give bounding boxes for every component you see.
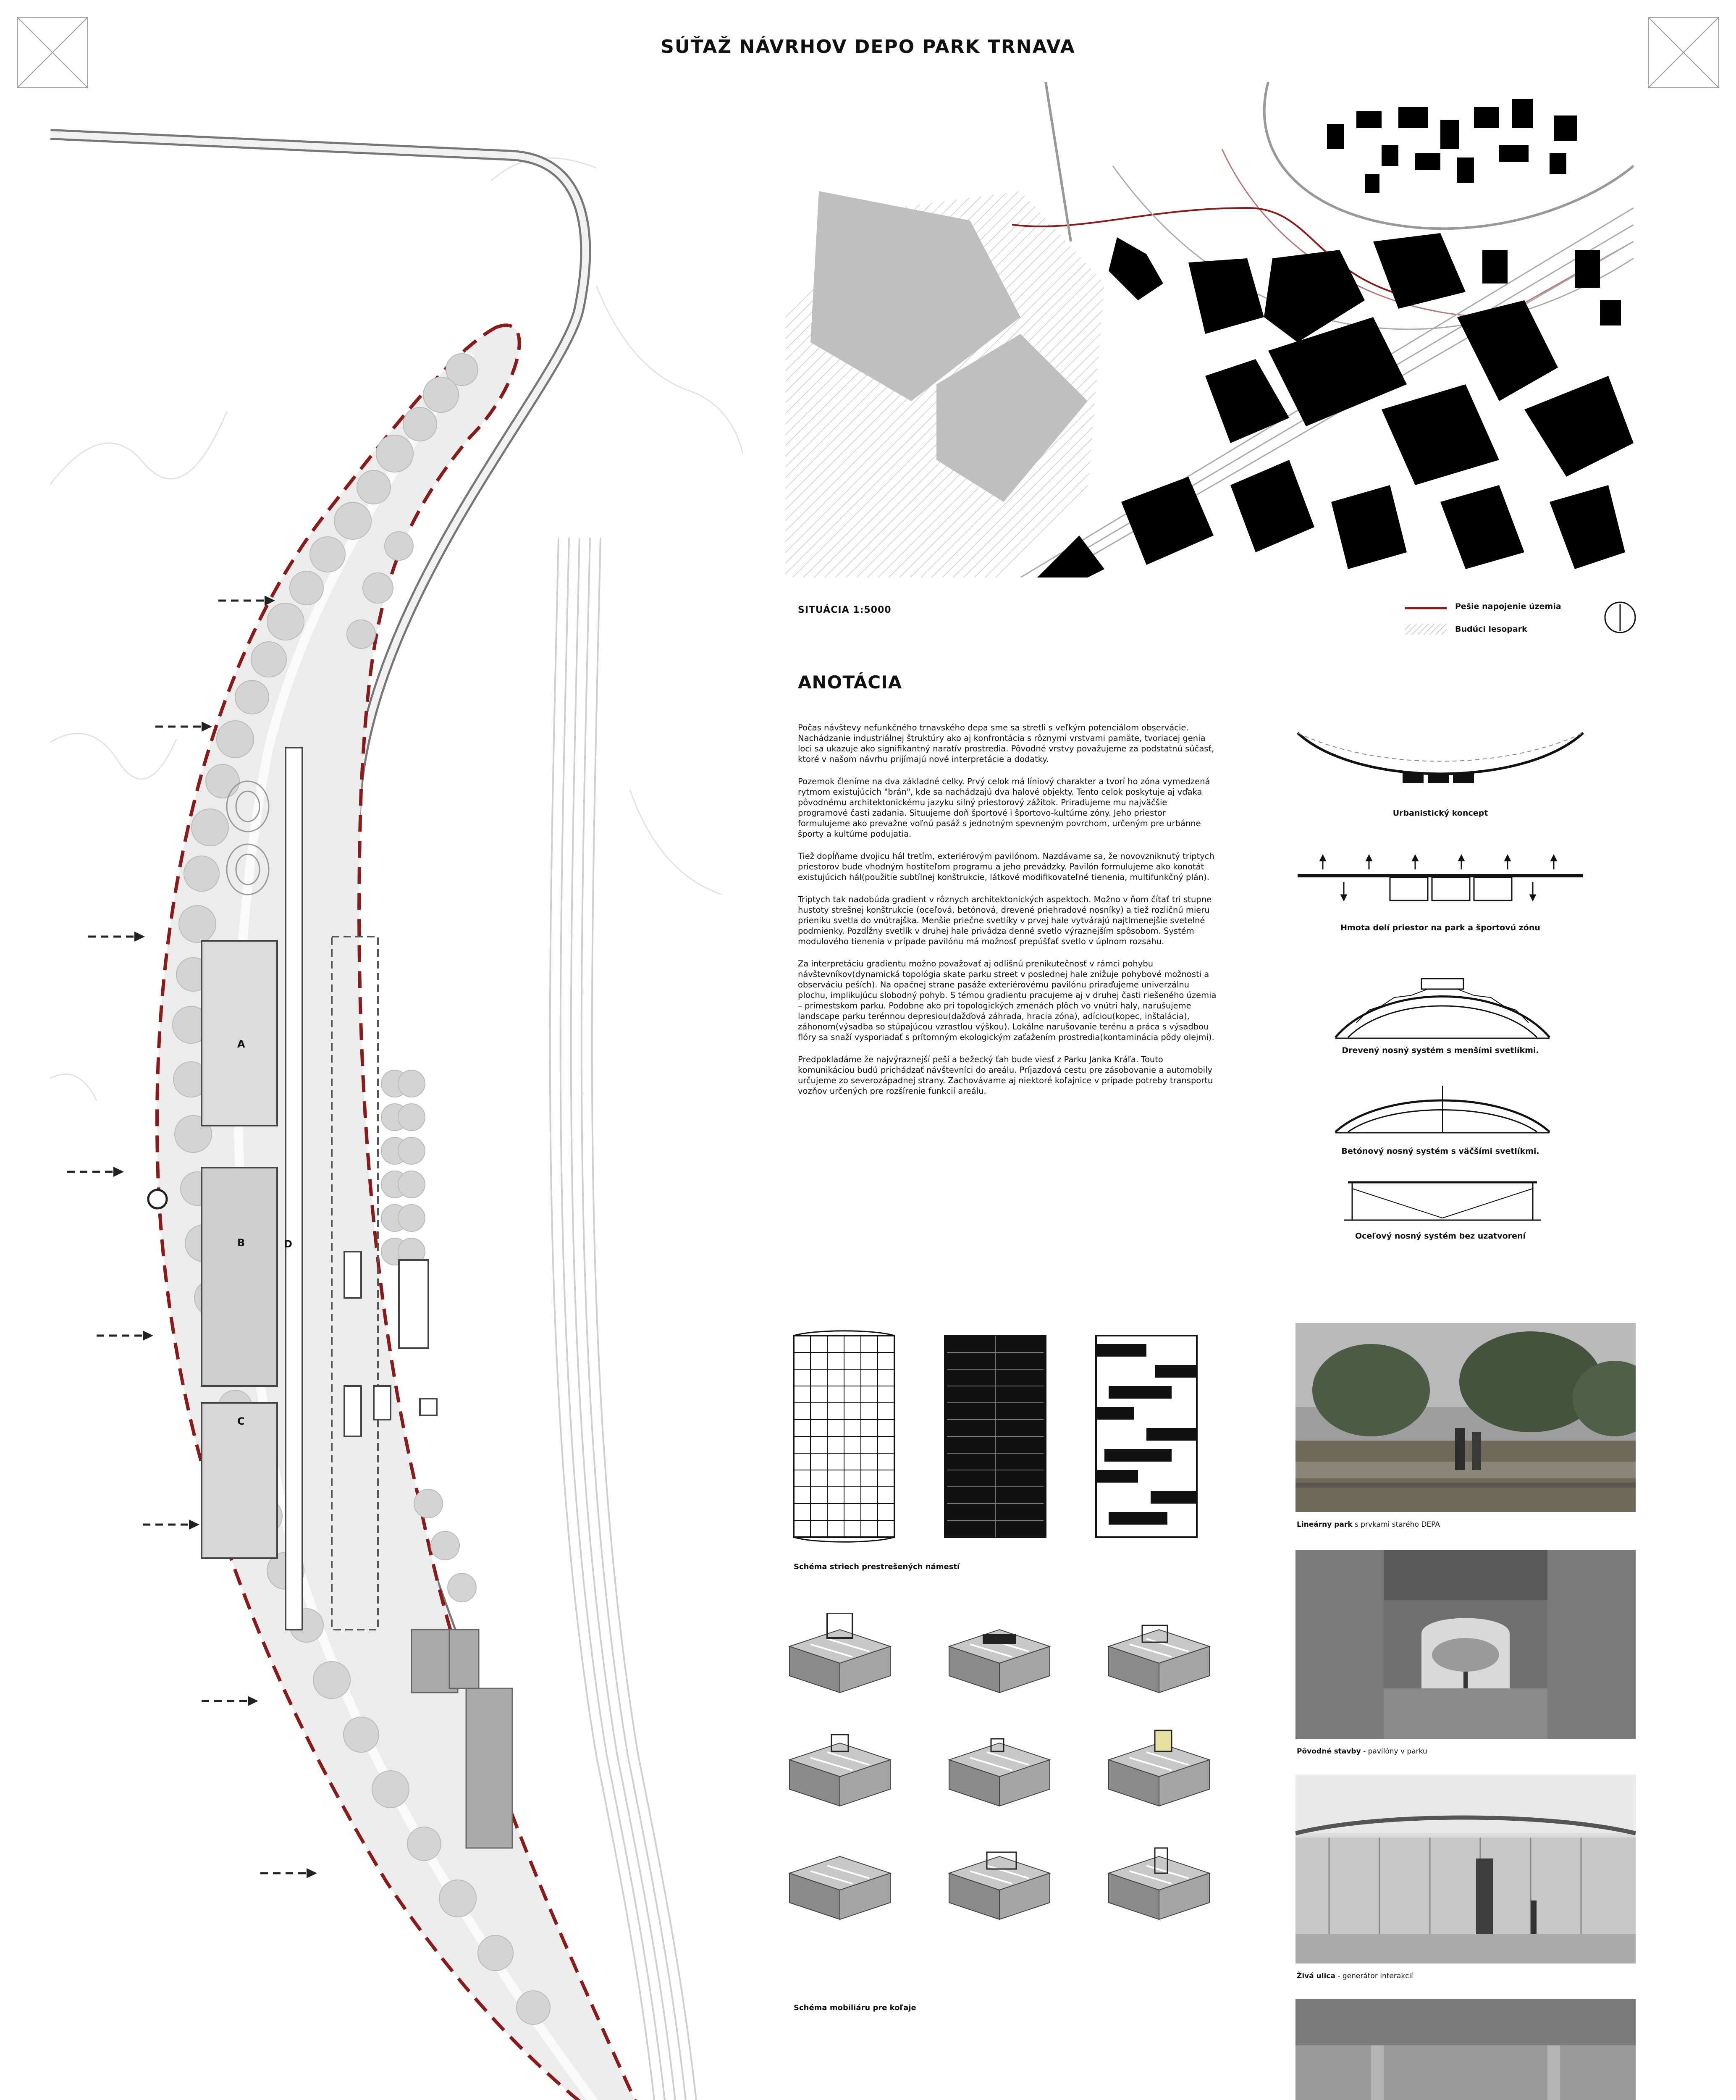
photo-caption-3 (1297, 1972, 1413, 1980)
situation-5000-map (785, 82, 1634, 578)
zone-letter-d: D (284, 1238, 292, 1250)
photo-caption-2 (1297, 1747, 1427, 1756)
furniture-scheme-caption: Schéma mobiliáru pre koľaje (794, 2003, 916, 2012)
diagram-caption-5: Oceľový nosný systém bez uzatvorení (1355, 1231, 1526, 1241)
legend-route-label: Pešie napojenie územia (1455, 602, 1561, 611)
annotation-paragraph-2: Pozemok členíme na dva základné celky. Prvý celok má líniový charakter a tvorí ho zóna vymedzená rytmom existujúcich "brán", kde sa nachádzajú dva halové objekty. Tento celok poskytuje aj vďaka pôvodnému architektonickému jazyku silný priestorový zážitok. Priraďujeme mu najväčšie programové časti zadania. Situujeme doň športové i športovo-kultúrne zóny. Jeho priestor formulujeme ako prevažne voľnú pasáž s jednotným spevneným povrchom, určeným pre urbánne športy a kultúrne podujatia. (798, 777, 1210, 839)
diagram-steel-system (1344, 1176, 1541, 1222)
annotation-paragraph-5: Za interpretáciu gradientu možno považovať aj odlišnú prenikutečnosť v rámci pohybu návštevníkov(dynamická topológia skate parku street v poslednej hale znižuje pohybové možnosti a observáciu peších). Na opačnej strane pasáže exteriérovému pavilónu priraďujeme univerzálnu plochu, implikujúcu slobodný pohyb. S témou gradientu pracujeme aj v druhej časti riešeného územia – prímestskom parku. Podobne ako pri topologických zmenách plôch vo vnútri haly, narušujeme landscape parku terénnou depresiou(dažďová záhrada, hracia zóna), adíciou(kopec, inštalácia), záhonom(výsadba so stúpajúcou vzrastlou výškou). Lokálne narušovanie terénu a práca s výsadbou flóry sa snaží vysporiadať s prítomným ekologickým zaťažením prostredia(kontaminácia pôdy olejmi). (798, 959, 1217, 1042)
annotation-paragraph-4: Triptych tak nadobúda gradient v rôznych architektonických aspektoch. Možno v ňom čítať tri stupne hustoty strešnej konštrukcie (oceľová, betónová, drevené priehradové nosníky) a tiež rozličnú mieru prieniku svetla do vnútrajška. Menšie priečne svetlíky v prvej hale vytvárajú najtlmenejšie svetelné podmienky. Pozdĺžny svetlík v druhej hale privádza denné svetlo výraznejším spôsobom. Systém modulového tienenia v prípade pavilónu má možnosť prepúšťať svetlo v úplnom rozsahu. (798, 895, 1212, 946)
diagram-caption-4: Betónový nosný systém s väčšími svetlíkmi. (1341, 1147, 1539, 1156)
north-arrow-small-icon (1603, 601, 1637, 634)
diagram-mass-division (1298, 850, 1583, 914)
legend-forest-label: Budúci lesopark (1455, 625, 1527, 634)
zone-letter-b: B (237, 1237, 245, 1249)
corner-mark-left (17, 17, 88, 88)
roofs-scheme-caption: Schéma striech prestrešených námestí (794, 1562, 960, 1571)
photo-caption-3-bold: Živá ulica (1297, 1972, 1335, 1980)
furniture-scheme-grid (785, 1613, 1239, 1949)
zone-letter-a: A (237, 1038, 245, 1050)
photo-caption-1 (1297, 1520, 1440, 1529)
corner-mark-right (1648, 17, 1719, 88)
photo-living-street (1295, 1774, 1636, 1964)
diagram-caption-1: Urbanistický koncept (1392, 808, 1488, 818)
diagram-timber-system (1331, 966, 1554, 1046)
photo-caption-2-rest: - pavilóny v parku (1361, 1747, 1427, 1756)
diagram-caption-2: Hmota delí priestor na park a športovú zónu (1340, 923, 1540, 932)
roof-scheme-textile (1092, 1327, 1201, 1546)
annotation-paragraph-3: Tiež dopĺňame dvojicu hál tretím, exteriérovým pavilónom. Nazdávame sa, že novovzniknutý triptych priestorov bude vhodným hostiteľom programu a jeho prevádzky. Pavilón formulujeme ako konotát existujúcich hál(použitie subtílnej konštrukcie, látkové modifikovateľné tienenia, multifunkčný plán). (798, 851, 1214, 882)
photo-original-buildings (1295, 1550, 1636, 1739)
photo-caption-2-bold: Pôvodné stavby (1297, 1747, 1361, 1756)
legend-forest-hatch (1405, 624, 1447, 635)
photo-water-tower (1295, 1999, 1636, 2100)
situation-5000-label: SITUÁCIA 1:5000 (798, 605, 892, 615)
roof-scheme-steel (789, 1327, 899, 1546)
diagram-caption-3: Drevený nosný systém s menšími svetlíkmi. (1342, 1046, 1539, 1055)
annotation-paragraph-6: Predpokladáme že najvýraznejší peší a bežecký ťah bude viesť z Parku Janka Kráľa. Touto komunikáciou budú prichádzať návštevníci do areálu. Príjazdová cestu pre zásobovanie a automobily určujeme zo severozápadnej strany. Zachovávame aj niektoré koľajnice v prípade potreby transportu vozňov určených pre rozšírenie funkcií areálu. (798, 1055, 1213, 1096)
annotation-heading: ANOTÁCIA (798, 672, 902, 693)
page-title: SÚŤAŽ NÁVRHOV DEPO PARK TRNAVA (661, 36, 1075, 58)
photo-caption-3-rest: - generátor interakcií (1335, 1972, 1413, 1980)
zone-letter-c: C (237, 1415, 245, 1427)
photo-linear-park (1295, 1323, 1636, 1512)
roof-scheme-concrete (941, 1327, 1050, 1546)
photo-caption-1-bold: Lineárny park (1297, 1520, 1353, 1529)
diagram-urban-concept (1293, 720, 1587, 800)
annotation-paragraph-1: Počas návštevy nefunkčného trnavského depa sme sa stretli s veľkým potenciálom observácie. Nachádzanie industriálnej štruktúry ako aj konfrontácia s rôznymi vrstvami pamäte, tvoriacej genia loci sa ukazuje ako signifikantný naratív prostredia. Pôvodné vrstvy považujeme za podstatnú súčasť, ktoré v našom návrhu prijímajú nové interpretácie a dodatky. (798, 723, 1214, 764)
annotation-text (798, 722, 1218, 1108)
photo-caption-1-rest: s prvkami starého DEPA (1352, 1520, 1440, 1529)
diagram-concrete-system (1331, 1077, 1554, 1140)
site-plan-drawing (50, 118, 743, 2100)
legend-route-line (1405, 606, 1447, 610)
